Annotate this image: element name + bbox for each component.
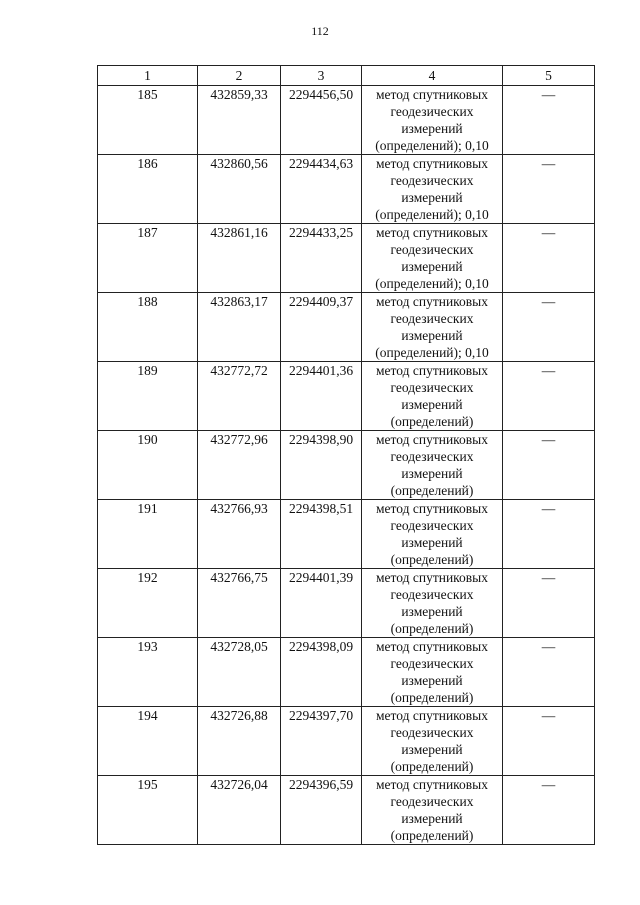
description-cell: — bbox=[503, 707, 595, 776]
point-number-cell: 188 bbox=[98, 293, 198, 362]
y-coordinate-cell: 2294433,25 bbox=[281, 224, 362, 293]
point-number-cell: 194 bbox=[98, 707, 198, 776]
method-cell: метод спутниковых геодезических измерений (определений) bbox=[362, 638, 503, 707]
table-row bbox=[98, 86, 595, 155]
description-cell: — bbox=[503, 155, 595, 224]
table-row bbox=[98, 500, 595, 569]
table-row bbox=[98, 776, 595, 845]
description-cell: — bbox=[503, 224, 595, 293]
page-number: 112 bbox=[311, 24, 329, 38]
method-cell: метод спутниковых геодезических измерений (определений) bbox=[362, 500, 503, 569]
header-col-3: 3 bbox=[281, 66, 362, 86]
y-coordinate-cell: 2294456,50 bbox=[281, 86, 362, 155]
point-number-cell: 189 bbox=[98, 362, 198, 431]
x-coordinate-cell: 432726,88 bbox=[198, 707, 281, 776]
description-cell: — bbox=[503, 500, 595, 569]
x-coordinate-cell: 432766,93 bbox=[198, 500, 281, 569]
x-coordinate-cell: 432863,17 bbox=[198, 293, 281, 362]
x-coordinate-cell: 432766,75 bbox=[198, 569, 281, 638]
table-row bbox=[98, 155, 595, 224]
x-coordinate-cell: 432726,04 bbox=[198, 776, 281, 845]
description-cell: — bbox=[503, 569, 595, 638]
header-col-1: 1 bbox=[98, 66, 198, 86]
method-cell: метод спутниковых геодезических измерений (определений); 0,10 bbox=[362, 155, 503, 224]
point-number-cell: 190 bbox=[98, 431, 198, 500]
description-cell: — bbox=[503, 431, 595, 500]
y-coordinate-cell: 2294434,63 bbox=[281, 155, 362, 224]
table-row bbox=[98, 707, 595, 776]
method-cell: метод спутниковых геодезических измерений (определений) bbox=[362, 707, 503, 776]
point-number-cell: 193 bbox=[98, 638, 198, 707]
x-coordinate-cell: 432728,05 bbox=[198, 638, 281, 707]
table-row bbox=[98, 638, 595, 707]
header-row bbox=[98, 66, 595, 86]
point-number-cell: 186 bbox=[98, 155, 198, 224]
header-col-4: 4 bbox=[362, 66, 503, 86]
description-cell: — bbox=[503, 776, 595, 845]
table-row bbox=[98, 569, 595, 638]
table-header bbox=[98, 66, 595, 86]
table-row bbox=[98, 224, 595, 293]
point-number-cell: 187 bbox=[98, 224, 198, 293]
table-body bbox=[98, 86, 595, 845]
y-coordinate-cell: 2294398,09 bbox=[281, 638, 362, 707]
y-coordinate-cell: 2294401,36 bbox=[281, 362, 362, 431]
y-coordinate-cell: 2294396,59 bbox=[281, 776, 362, 845]
x-coordinate-cell: 432772,72 bbox=[198, 362, 281, 431]
y-coordinate-cell: 2294401,39 bbox=[281, 569, 362, 638]
header-col-5: 5 bbox=[503, 66, 595, 86]
description-cell: — bbox=[503, 362, 595, 431]
point-number-cell: 192 bbox=[98, 569, 198, 638]
y-coordinate-cell: 2294398,90 bbox=[281, 431, 362, 500]
table-row bbox=[98, 431, 595, 500]
x-coordinate-cell: 432860,56 bbox=[198, 155, 281, 224]
description-cell: — bbox=[503, 638, 595, 707]
description-cell: — bbox=[503, 293, 595, 362]
method-cell: метод спутниковых геодезических измерений (определений) bbox=[362, 362, 503, 431]
method-cell: метод спутниковых геодезических измерений (определений); 0,10 bbox=[362, 224, 503, 293]
table-row bbox=[98, 362, 595, 431]
coordinates-table bbox=[97, 65, 595, 845]
y-coordinate-cell: 2294409,37 bbox=[281, 293, 362, 362]
method-cell: метод спутниковых геодезических измерений (определений); 0,10 bbox=[362, 293, 503, 362]
x-coordinate-cell: 432859,33 bbox=[198, 86, 281, 155]
table-row bbox=[98, 293, 595, 362]
x-coordinate-cell: 432861,16 bbox=[198, 224, 281, 293]
point-number-cell: 185 bbox=[98, 86, 198, 155]
point-number-cell: 191 bbox=[98, 500, 198, 569]
y-coordinate-cell: 2294397,70 bbox=[281, 707, 362, 776]
header-col-2: 2 bbox=[198, 66, 281, 86]
point-number-cell: 195 bbox=[98, 776, 198, 845]
method-cell: метод спутниковых геодезических измерений (определений) bbox=[362, 431, 503, 500]
description-cell: — bbox=[503, 86, 595, 155]
method-cell: метод спутниковых геодезических измерений (определений) bbox=[362, 569, 503, 638]
y-coordinate-cell: 2294398,51 bbox=[281, 500, 362, 569]
method-cell: метод спутниковых геодезических измерений (определений); 0,10 bbox=[362, 86, 503, 155]
x-coordinate-cell: 432772,96 bbox=[198, 431, 281, 500]
method-cell: метод спутниковых геодезических измерений (определений) bbox=[362, 776, 503, 845]
